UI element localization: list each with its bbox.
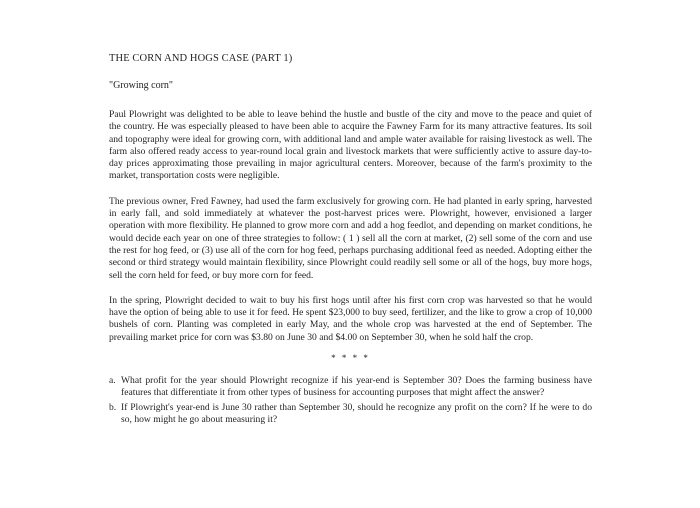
case-document [109, 52, 592, 428]
question-item [109, 402, 592, 427]
paragraph-strategies: The previous owner, Fred Fawney, had used the farm exclusively for growing corn. He had planted in early spring, harvested in early fall, and sold immediately at whatever the post-harvest prices were. Plowright, however, envisioned a larger operation with more flexibility. He planned to grow more corn and add a hog feedlot, and depending on market conditions, he would decide each year on one of three strategies to follow: ( 1 ) sell all the corn at market, (2) sell some of the corn and use the rest for hog feed, or (3) use all of the corn for hog feed, perhaps purchasing additional feed as needed. Adopting either the second or third strategy would maintain flexibility, since Plowright could readily sell some or all of the hogs, buy more hogs, sell the corn held for feed, or buy more corn for feed. [109, 195, 592, 281]
question-item [109, 375, 592, 400]
paragraph-crop: In the spring, Plowright decided to wait to buy his first hogs until after his first corn crop was harvested so that he would have the option of being able to use it for feed. He spent $23,000 to buy seed, fertilizer, and the like to grow a crop of 10,000 bushels of corn. Planting was completed in early May, and the whole crop was harvested at the end of September. The prevailing market price for corn was $3.80 on June 30 and $4.00 on September 30, when he sold half the crop. [109, 294, 592, 343]
question-label: a. [109, 375, 116, 387]
question-text: What profit for the year should Plowright recognize if his year-end is September 30? Does the farming business have features that differentiate it from other types of business for accounting purposes that might affect the answer? [121, 375, 592, 399]
question-label: b. [109, 401, 117, 413]
question-list [109, 375, 592, 426]
paragraph-intro: Paul Plowright was delighted to be able to leave behind the hustle and bustle of the city and move to the peace and quiet of the country. He was especially pleased to have been able to acquire the Fawney Farm for its many attractive features. Its soil and topography were ideal for growing corn, with additional land and ample water available for raising livestock as well. The farm also offered ready access to year-round local grain and livestock markets that were sufficiently active to assure day-to-day prices approximating those prevailing in major agricultural centers. Moreover, because of the farm's proximity to the market, transportation costs were negligible. [109, 109, 592, 182]
case-title: THE CORN AND HOGS CASE (PART 1) [109, 53, 293, 64]
section-separator: * * * * [331, 353, 370, 364]
question-text: If Plowright's year-end is June 30 rather than September 30, should he recognize any profit on the corn? If he were to do so, how might he go about measuring it? [121, 401, 592, 425]
case-subtitle: "Growing corn" [109, 80, 173, 91]
